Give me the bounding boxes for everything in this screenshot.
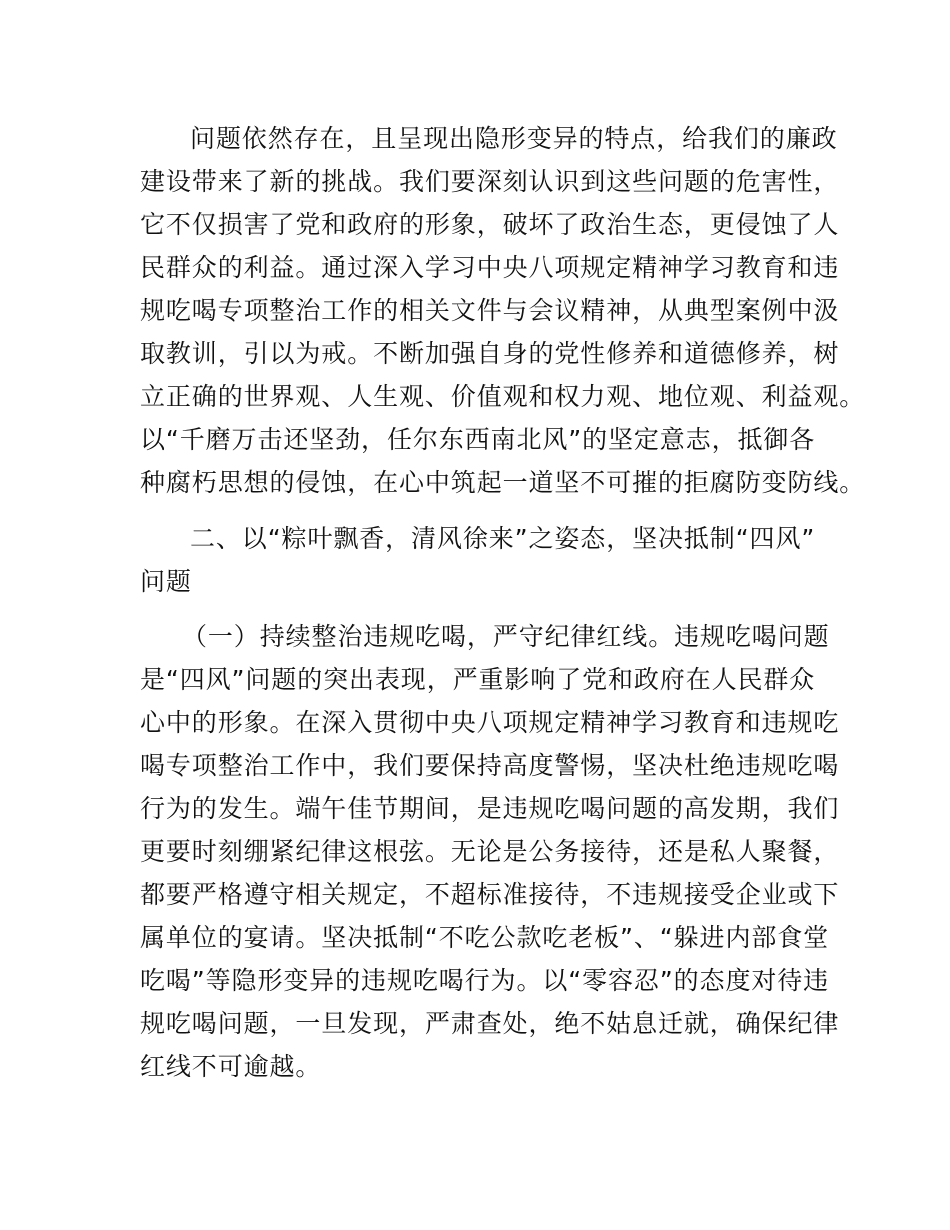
text-line: 立正确的世界观、人生观、价值观和权力观、地位观、利益观。 <box>140 382 866 411</box>
text-line: 都要严格遵守相关规定，不超标准接待，不违规接受企业或下 <box>140 880 840 909</box>
text-line: 行为的发生。端午佳节期间，是违规吃喝问题的高发期，我们 <box>140 794 840 823</box>
text-line: 喝专项整治工作中，我们要保持高度警惕，坚决杜绝违规吃喝 <box>140 751 840 780</box>
heading-line: 二、以“粽叶飘香，清风徐来”之姿态，坚决抵制“四风” <box>190 524 816 553</box>
text-line: 规吃喝问题，一旦发现，严肃查处，绝不姑息迁就，确保纪律 <box>140 1009 840 1038</box>
text-line: 属单位的宴请。坚决抵制“不吃公款吃老板”、“躲进内部食堂 <box>140 923 830 952</box>
text-line: （一）持续整治违规吃喝，严守纪律红线。违规吃喝问题 <box>182 622 830 651</box>
text-line: 红线不可逾越。 <box>140 1052 322 1081</box>
text-line: 问题依然存在，且呈现出隐形变异的特点，给我们的廉政 <box>190 124 838 153</box>
text-line: 民群众的利益。通过深入学习中央八项规定精神学习教育和违 <box>140 253 840 282</box>
text-line: 吃喝”等隐形变异的违规吃喝行为。以“零容忍”的态度对待违 <box>140 966 830 995</box>
text-line: 更要时刻绷紧纪律这根弦。无论是公务接待，还是私人聚餐， <box>140 837 840 866</box>
text-line: 种腐朽思想的侵蚀，在心中筑起一道坚不可摧的拒腐防变防线。 <box>140 468 866 497</box>
text-line: 心中的形象。在深入贯彻中央八项规定精神学习教育和违规吃 <box>140 708 840 737</box>
text-line: 取教训，引以为戒。不断加强自身的党性修养和道德修养，树 <box>140 339 840 368</box>
text-line: 是“四风”问题的突出表现，严重影响了党和政府在人民群众 <box>140 665 816 694</box>
text-line: 以“千磨万击还坚劲，任尔东西南北风”的坚定意志，抵御各 <box>140 425 816 454</box>
text-line: 建设带来了新的挑战。我们要深刻认识到这些问题的危害性， <box>140 167 840 196</box>
heading-line: 问题 <box>140 567 192 596</box>
text-line: 规吃喝专项整治工作的相关文件与会议精神，从典型案例中汲 <box>140 296 840 325</box>
text-line: 它不仅损害了党和政府的形象，破坏了政治生态，更侵蚀了人 <box>140 210 840 239</box>
